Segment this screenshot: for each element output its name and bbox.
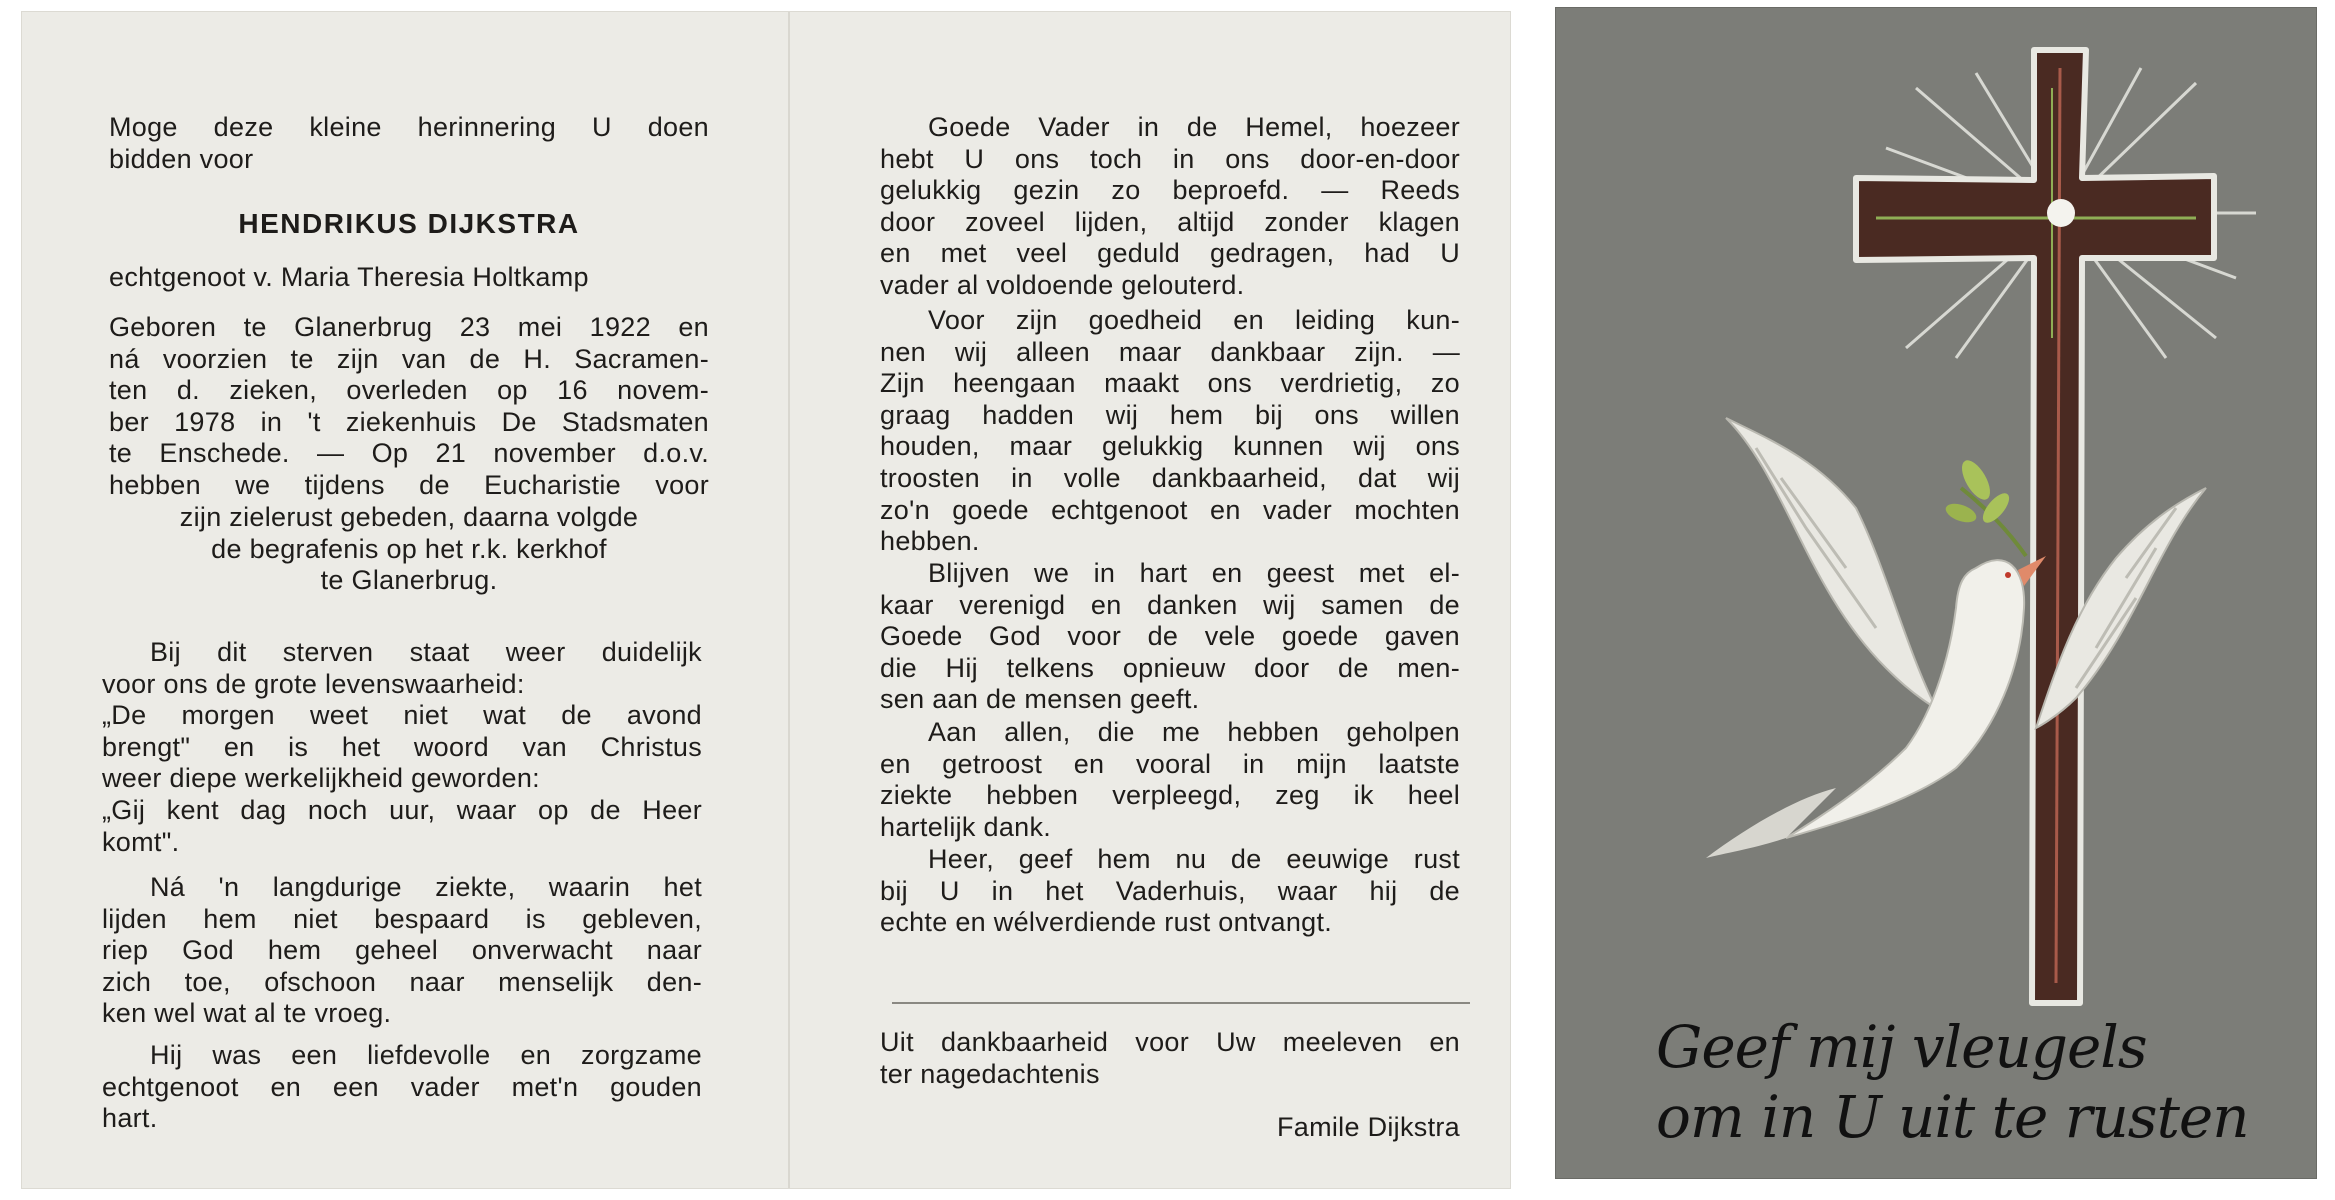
text-line: echtgenoot en een vader met'n gouden <box>102 1071 702 1102</box>
text-line: bidden voor <box>109 143 254 174</box>
text-line: ken wel wat al te vroeg. <box>102 998 392 1029</box>
spouse-line: echtgenoot v. Maria Theresia Holtkamp <box>109 262 589 292</box>
paragraph-thanks-helpers <box>880 717 1460 843</box>
text-line: nen wij alleen maar dankbaar zijn. — <box>880 336 1460 367</box>
text-line: ber 1978 in 't ziekenhuis De Stadsmaten <box>109 406 709 437</box>
left-page <box>22 12 788 1188</box>
text-line: ziekte hebben verpleegd, zeg ik heel <box>880 780 1460 811</box>
text-line: „Gij kent dag noch uur, waar op de Heer <box>102 794 702 825</box>
caption-line-2: om in U uit te rusten <box>1656 1083 2249 1151</box>
text-line: ten d. zieken, overleden op 16 novem- <box>109 375 709 406</box>
text-line: Moge deze kleine herinnering U doen <box>109 112 709 142</box>
text-line: „De morgen weet niet wat de avond <box>102 700 702 731</box>
text-line: Geboren te Glanerbrug 23 mei 1922 en <box>109 312 709 342</box>
text-line: door zoveel lijden, altijd zonder klagen <box>880 206 1460 237</box>
text-line: Goede God voor de vele goede gaven <box>880 621 1460 652</box>
text-line: Zijn heengaan maakt ons verdrietig, zo <box>880 368 1460 399</box>
right-page <box>790 12 1510 1188</box>
intro-text <box>109 112 709 175</box>
text-line: gelukkig gezin zo beproefd. — Reeds <box>880 175 1460 206</box>
text-line: Aan allen, die me hebben geholpen <box>928 717 1460 747</box>
text-line: hartelijk dank. <box>880 811 1052 842</box>
text-line: te Glanerbrug. <box>320 565 498 596</box>
divider-rule <box>892 1002 1470 1004</box>
paragraph-gratitude <box>880 305 1460 558</box>
text-line: graag hadden wij hem bij ons willen <box>880 399 1460 430</box>
text-line: zo'n goede echtgenoot en vader mochten <box>880 494 1460 525</box>
text-line: Bij dit sterven staat weer duidelijk <box>150 637 702 667</box>
memorial-card-inside <box>22 12 1510 1188</box>
text-line: en getroost en vooral in mijn laatste <box>880 748 1460 779</box>
text-line: kaar verenigd en danken wij samen de <box>880 589 1460 620</box>
text-line: voor ons de grote levenswaarheid: <box>102 668 525 699</box>
text-line: vader al voldoende gelouterd. <box>880 269 1245 300</box>
birth-death-text <box>109 312 709 502</box>
deceased-name: HENDRIKUS DIJKSTRA <box>238 208 580 239</box>
dove-icon <box>1706 418 2206 858</box>
text-line: zijn zielerust gebeden, daarna volgde <box>179 502 639 532</box>
text-line: hebben. <box>880 526 980 557</box>
text-line: hebben we tijdens de Eucharistie voor <box>109 469 709 500</box>
text-line: Uit dankbaarheid voor Uw meeleven en <box>880 1027 1460 1057</box>
cross-dove-illustration <box>1556 8 2316 1178</box>
paragraph-illness <box>102 872 702 1030</box>
caption-line-1: Geef mij vleugels <box>1656 1013 2147 1081</box>
text-line: lijden hem niet bespaard is gebleven, <box>102 903 702 934</box>
text-line: Heer, geef hem nu de eeuwige rust <box>928 844 1460 874</box>
text-line: Voor zijn goedheid en leiding kun- <box>928 305 1460 335</box>
text-line: en met veel geduld gedragen, had U <box>880 238 1460 269</box>
text-line: Hij was een liefdevolle en zorgzame <box>150 1040 702 1070</box>
paragraph-loving-father <box>102 1040 702 1135</box>
text-line: Ná 'n langdurige ziekte, waarin het <box>150 872 702 902</box>
text-line: troosten in volle dankbaarheid, dat wij <box>880 462 1460 493</box>
paragraph-united <box>880 558 1460 716</box>
paragraph-eternal-rest <box>880 844 1460 939</box>
text-line: weer diepe werkelijkheid geworden: <box>102 763 540 794</box>
text-line: Blijven we in hart en geest met el- <box>928 558 1460 588</box>
text-line: de begrafenis op het r.k. kerkhof <box>211 533 607 564</box>
text-line: riep God hem geheel onverwacht naar <box>102 935 702 966</box>
text-line: ter nagedachtenis <box>880 1058 1100 1089</box>
text-line: bij U in het Vaderhuis, waar hij de <box>880 875 1460 906</box>
text-line: echte en wélverdiende rust ontvangt. <box>880 907 1333 938</box>
text-line: komt". <box>102 826 180 857</box>
text-line: Goede Vader in de Hemel, hoezeer <box>928 112 1460 142</box>
family-signature: Famile Dijkstra <box>1276 1112 1460 1142</box>
paragraph-life-truth <box>102 637 702 858</box>
thanks-note <box>880 1027 1460 1090</box>
text-line: ná voorzien te zijn van de H. Sacramen- <box>109 343 709 374</box>
text-line: brengt" en is het woord van Christus <box>102 731 702 762</box>
text-line: hart. <box>102 1103 158 1134</box>
burial-text <box>109 502 709 597</box>
paragraph-prayer <box>880 112 1460 302</box>
text-line: houden, maar gelukkig kunnen wij ons <box>880 431 1460 462</box>
memorial-card-front <box>1556 8 2316 1178</box>
text-line: zich toe, ofschoon naar menselijk den- <box>102 966 702 997</box>
text-line: die Hij telkens opnieuw door de men- <box>880 652 1460 683</box>
text-line: hebt U ons toch in ons door-en-door <box>880 143 1460 174</box>
text-line: sen aan de mensen geeft. <box>880 684 1200 715</box>
text-line: te Enschede. — Op 21 november d.o.v. <box>109 438 709 469</box>
